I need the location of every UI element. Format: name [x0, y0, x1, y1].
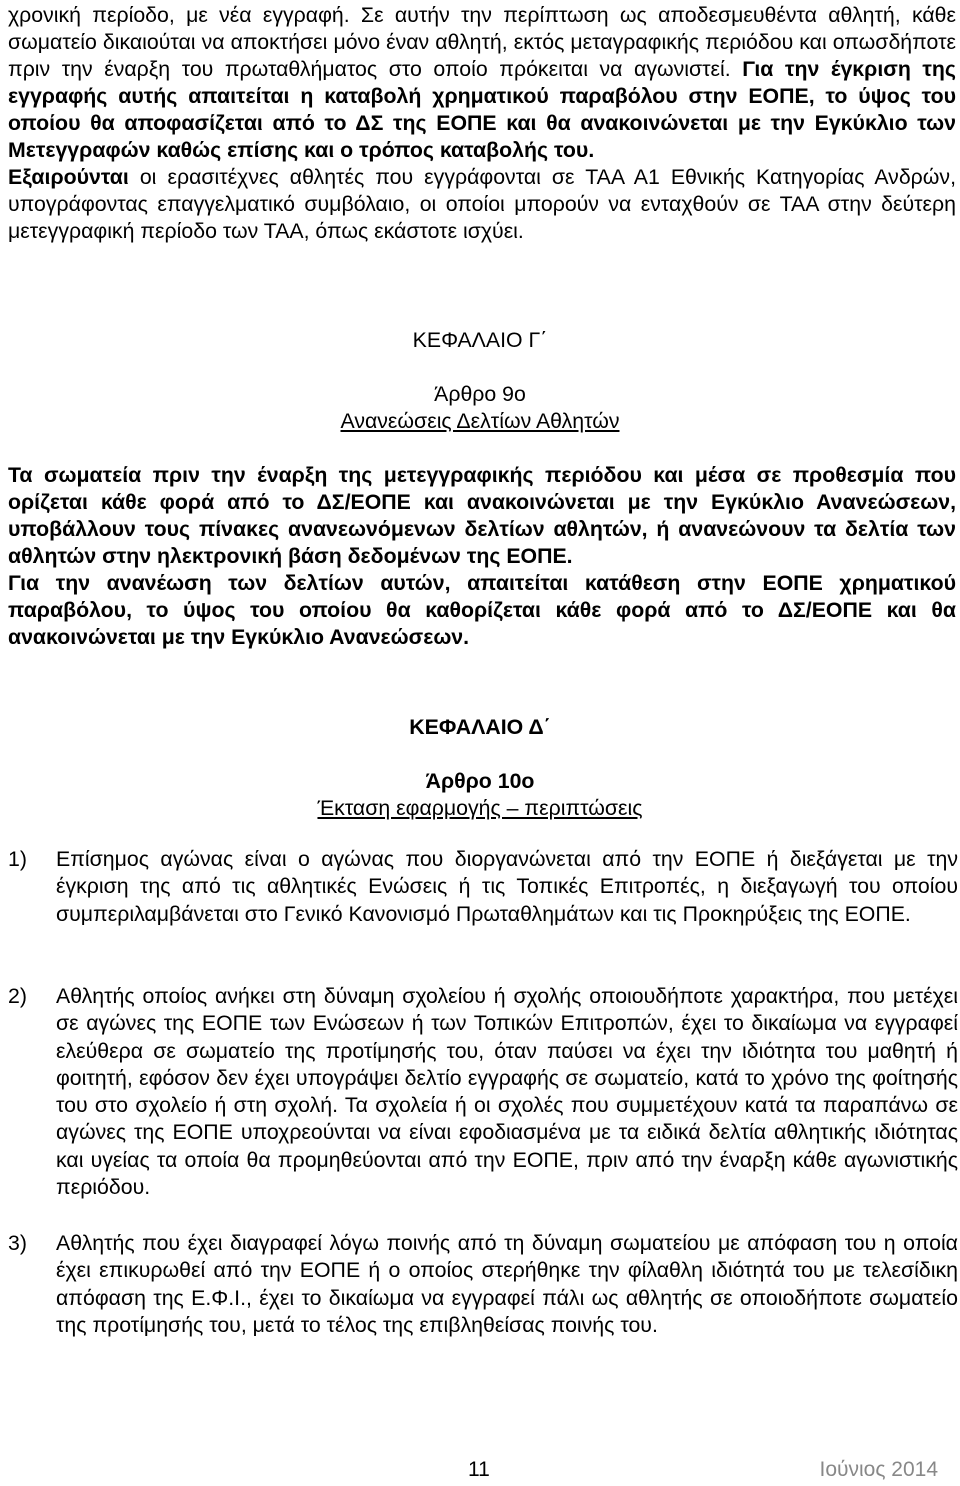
article-9-title: Άρθρο 9ο: [434, 382, 526, 406]
list-item-number: 2): [8, 984, 27, 1008]
exception-text: οι ερασιτέχνες αθλητές που εγγράφονται σε ΤΑΑ Α1 Εθνικής Κατηγορίας Ανδρών, υπογράφοντας επαγγελματικό συμβόλαιο, οι οποίοι μπορούν να ενταχθούν σε ΤΑΑ στην δεύτερη μετεγγραφική περίοδο των ΤΑΑ, όπως εκάστοτε ισχύει.: [8, 165, 956, 243]
list-item-number: 1): [8, 847, 27, 871]
intro-text: χρονική περίοδο, με νέα εγγραφή. Σε αυτήν την περίπτωση ως αποδεσμευθέντα αθλητή, κάθε σωματείο δικαιούται να αποκτήσει μόνο έναν αθλητή, εκτός μεταγραφικής περιόδου και οπωσδήποτε πριν την έναρξη του πρωταθλήματος στο οποίο πρόκειται να αγωνιστεί.: [8, 3, 956, 81]
list-item-number: 3): [8, 1231, 27, 1255]
list-item: [8, 846, 958, 928]
list-item: [8, 1230, 958, 1339]
chapter-g-heading: ΚΕΦΑΛΑΙΟ Γ΄: [412, 328, 548, 352]
exception-label: Εξαιρούνται: [8, 165, 129, 189]
article-9-paragraph-2: Για την ανανέωση των δελτίων αυτών, απαιτείται κατάθεση στην ΕΟΠΕ χρηματικού παραβόλου, το ύψος του οποίου θα καθορίζεται κάθε φορά από το ΔΣ/ΕΟΠΕ και θα ανακοινώνεται με την Εγκύκλιο Ανανεώσεων.: [8, 571, 956, 649]
article-9-subtitle: [0, 408, 960, 435]
list-item-text: Αθλητής που έχει διαγραφεί λόγω ποινής από τη δύναμη σωματείου με απόφαση του η οποία έχει επικυρωθεί από την ΕΟΠΕ ή ο οποίος στερήθηκε την φίλαθλη ιδιότητά του με τελεσίδικη απόφαση της Ε.Φ.Ι., έχει το δικαίωμα να εγγραφεί πάλι ως αθλητής σε οποιοδήποτε σωματείο της προτίμησής του, μετά το τέλος της επιβληθείσας ποινής του.: [56, 1231, 958, 1337]
intro-paragraph: [8, 2, 956, 245]
article-10-subtitle: [0, 795, 960, 822]
page-number: 11: [468, 1458, 490, 1481]
chapter-d-heading: ΚΕΦΑΛΑΙΟ Δ΄: [409, 715, 551, 739]
list-item-text: Επίσημος αγώνας είναι ο αγώνας που διοργανώνεται από την ΕΟΠΕ ή διεξάγεται με την έγκριση της από τις αθλητικές Ενώσεις ή τις Τοπικές Επιτροπές, η διεξαγωγή του οποίου συμπεριλαμβάνεται στο Γενικό Κανονισμό Πρωταθλημάτων και τις Προκηρύξεις της ΕΟΠΕ.: [56, 847, 958, 926]
article-10-subtitle-text: Έκταση εφαρμογής – περιπτώσεις: [317, 796, 643, 820]
list-item-text: Αθλητής οποίος ανήκει στη δύναμη σχολείου ή σχολής οποιουδήποτε χαρακτήρα, που μετέχει σε αγώνες της ΕΟΠΕ των Ενώσεων ή των Τοπικών Επιτροπών, έχει το δικαίωμα να εγγραφεί ελεύθερα σε σωματείο της προτίμησής του, όταν παύσει να έχει την ιδιότητα του μαθητή ή φοιτητή, εφόσον δεν έχει υπογράψει δελτίο εγγραφής σε σωματείο, κατά το χρόνο της φοίτησής του στο σχολείο ή στη σχολή. Τα σχολεία ή οι σχολές που συμμετέχουν κατά τα παραπάνω σε αγώνες της ΕΟΠΕ υποχρεούνται να είναι εφοδιασμένα με τα ειδικά δελτία αθλητικής ιδιότητας και υγείας τα οποία θα προμηθεύονται από την ΕΟΠΕ, πριν από την έναρξη κάθε αγωνιστικής περιόδου.: [56, 984, 958, 1200]
article-9-subtitle-text: Ανανεώσεις Δελτίων Αθλητών: [340, 409, 620, 433]
footer-date: Ιούνιος 2014: [819, 1458, 938, 1481]
article-10-title: Άρθρο 10ο: [425, 769, 535, 793]
intro-bold-text: Για την έγκριση της εγγραφής αυτής απαιτείται η καταβολή χρηματικού παραβόλου στην ΕΟΠΕ, το ύψος του οποίου θα αποφασίζεται από το ΔΣ της ΕΟΠΕ και θα ανακοινώνεται με την Εγκύκλιο των Μετεγγραφών καθώς επίσης και ο τρόπος καταβολής του.: [8, 57, 956, 162]
list-item: [8, 983, 958, 1201]
article-9-paragraph-1: Τα σωματεία πριν την έναρξη της μετεγγραφικής περιόδου και μέσα σε προθεσμία που ορίζεται κάθε φορά από το ΔΣ/ΕΟΠΕ και ανακοινώνεται με την Εγκύκλιο Ανανεώσεων, υποβάλλουν τους πίνακες ανανεωνόμενων δελτίων αθλητών, ή ανανεώνουν τα δελτία των αθλητών στην ηλεκτρονική βάση δεδομένων της ΕΟΠΕ.: [8, 463, 956, 568]
